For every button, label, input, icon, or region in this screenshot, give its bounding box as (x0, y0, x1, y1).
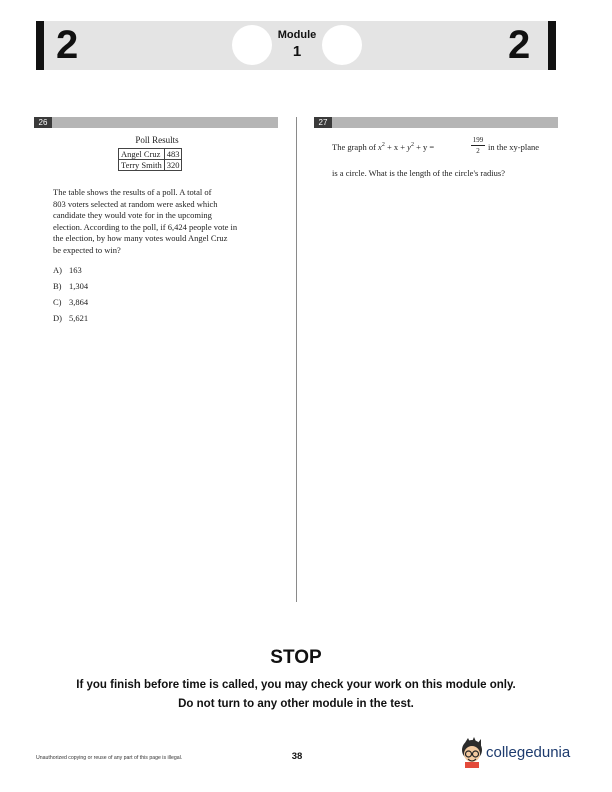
choice-letter: D) (53, 313, 62, 323)
question-27-equation (332, 142, 434, 152)
choice-letter: B) (53, 281, 62, 291)
table-cell-name: Angel Cruz (119, 149, 165, 160)
question-27-suffix: in the xy-plane (488, 142, 539, 152)
choice-text: 163 (69, 265, 82, 275)
choice-text: 3,864 (69, 297, 89, 307)
question-text-line: be expected to win? (53, 244, 121, 255)
stop-instruction-2: Do not turn to any other module in the test. (178, 698, 414, 710)
column-divider (296, 117, 297, 602)
stop-instruction-1: If you finish before time is called, you may check your work on this module only. (76, 679, 516, 691)
module-label: Module (277, 29, 317, 41)
question-text-line: The table shows the results of a poll. A total of (53, 187, 212, 197)
fraction-denominator: 2 (476, 147, 480, 155)
answer-choices (53, 265, 88, 329)
table-cell-name: Terry Smith (119, 160, 165, 171)
choice-text: 5,621 (69, 313, 89, 323)
var-y: y (407, 142, 411, 152)
question-text-line: candidate they would vote for in the upcoming (53, 210, 212, 220)
copyright-notice: Unauthorized copying or reuse of any part of this page is illegal. (36, 755, 183, 761)
table-cell-votes: 483 (164, 149, 182, 160)
stop-heading: STOP (270, 647, 322, 668)
question-number-26: 26 (34, 117, 52, 128)
fraction-numerator: 199 (472, 136, 484, 144)
question-26-text (53, 187, 283, 256)
section-number-right: 2 (508, 23, 531, 67)
var-x: x (378, 142, 382, 152)
poll-table-title: Poll Results (135, 135, 179, 145)
question-number-27: 27 (314, 117, 332, 128)
table-row (119, 160, 182, 171)
exponent: 2 (410, 142, 414, 149)
question-text: The graph of (332, 142, 379, 152)
choice-letter: C) (53, 297, 62, 307)
choice-text: 1,304 (69, 281, 89, 291)
equation-part: + y = (413, 142, 435, 152)
module-number: 1 (292, 43, 302, 60)
question-bar-27 (314, 117, 558, 128)
poll-table (118, 148, 182, 171)
answer-choice-c[interactable] (53, 297, 88, 313)
equation-part: + x + (384, 142, 408, 152)
table-cell-votes: 320 (164, 160, 182, 171)
question-text-line: election. According to the poll, if 6,424 people vote in (53, 221, 238, 232)
page-number: 38 (291, 751, 303, 762)
logo-wordmark: collegedunia (486, 744, 571, 761)
answer-choice-a[interactable] (53, 265, 88, 281)
section-number-left: 2 (56, 23, 79, 67)
question-27-text: is a circle. What is the length of the circle's radius? (332, 168, 505, 178)
exponent: 2 (381, 142, 385, 149)
header-left-bar (36, 21, 44, 70)
question-text-line: 803 voters selected at random were asked which (53, 198, 218, 209)
answer-choice-b[interactable] (53, 281, 88, 297)
choice-letter: A) (53, 265, 62, 275)
question-bar-26 (34, 117, 278, 128)
table-row (119, 149, 182, 160)
header-right-bar (548, 21, 556, 70)
answer-choice-d[interactable] (53, 313, 88, 329)
fraction (471, 136, 485, 156)
question-text-line: the election, by how many votes would Angel Cruz (53, 233, 228, 243)
